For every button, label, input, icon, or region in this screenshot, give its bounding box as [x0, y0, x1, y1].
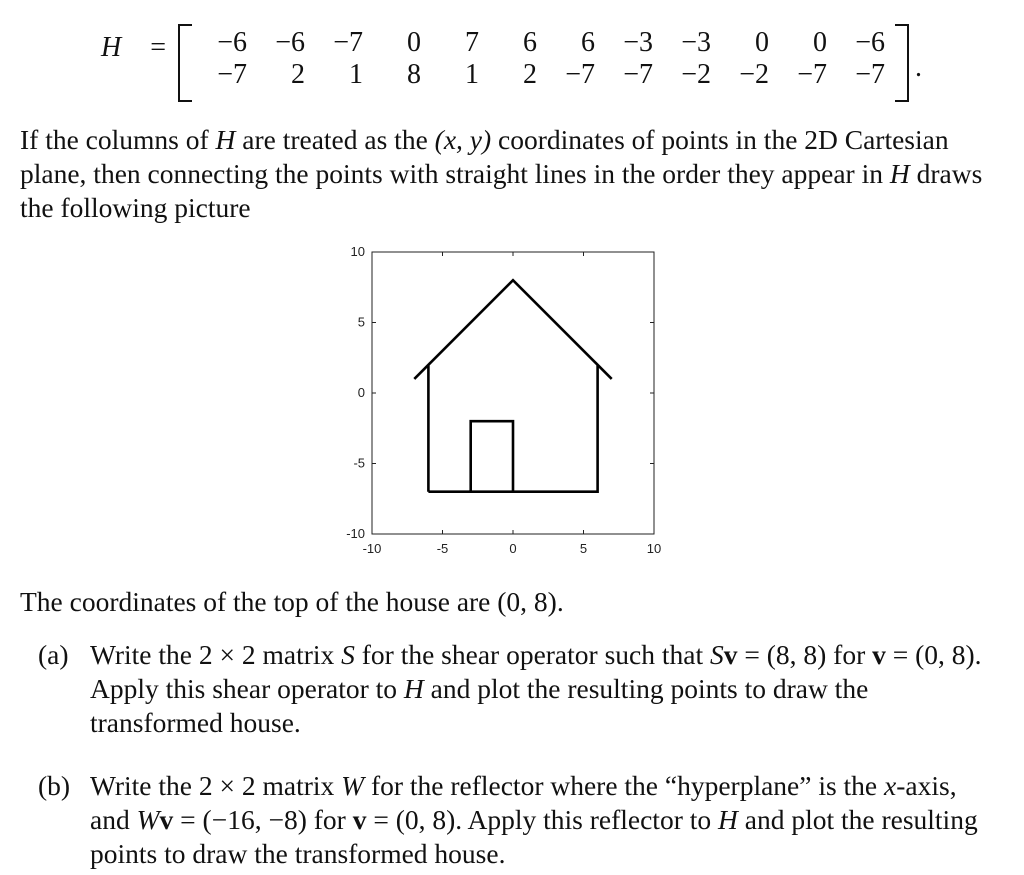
- text-run: are treated as the: [235, 124, 435, 155]
- math-var: W: [136, 804, 160, 835]
- x-tick-label: 5: [579, 541, 588, 556]
- matrix-cell: 0: [755, 27, 769, 58]
- math-var: H: [215, 124, 236, 155]
- x-tick-label: -5: [436, 541, 449, 556]
- y-tick-label: -10: [346, 526, 365, 541]
- text-run: and plot the resulting points to draw the transformed house.: [90, 673, 869, 738]
- math-var: H: [889, 158, 910, 189]
- matrix-cell: −7: [565, 59, 595, 90]
- matrix-cell: 6: [523, 27, 537, 58]
- math-var: x: [884, 770, 897, 801]
- text-run: Write the 2 × 2 matrix: [90, 770, 342, 801]
- part-b-label: (b): [38, 770, 71, 801]
- part-a-text: [90, 638, 998, 740]
- x-tick-label: 0: [509, 541, 517, 556]
- matrix-cell: −7: [217, 59, 247, 90]
- text-run: Write the 2 × 2 matrix: [90, 639, 342, 670]
- part-b: [38, 769, 998, 871]
- text-run: .: [556, 586, 564, 617]
- math-var: S: [709, 639, 724, 670]
- math-var: S: [341, 639, 355, 670]
- part-a: [38, 638, 998, 740]
- equation-period: .: [915, 52, 922, 83]
- text-run: = (0, 8). Apply this reflector to: [366, 804, 718, 835]
- matrix-cell: 0: [407, 27, 421, 58]
- matrix-cell: −6: [217, 27, 247, 58]
- math-var: H: [403, 673, 424, 704]
- part-a-label: (a): [38, 639, 69, 670]
- text-run: for the shear operator such that: [354, 639, 710, 670]
- matrix-cell: 0: [813, 27, 827, 58]
- intro-paragraph: [20, 123, 990, 225]
- text-run: The coordinates of the top of the house are: [20, 586, 498, 617]
- matrix-cell: −2: [739, 59, 769, 90]
- y-tick-label: 0: [357, 385, 365, 400]
- matrix-cell: −2: [681, 59, 711, 90]
- bold-vector: v: [352, 804, 367, 835]
- y-tick-label: -5: [353, 455, 365, 471]
- math-var: H: [718, 804, 738, 835]
- equals-sign: =: [150, 32, 167, 63]
- y-tick-label: 5: [357, 314, 365, 330]
- bold-vector: v: [159, 804, 174, 835]
- matrix-cell: −6: [275, 27, 305, 58]
- matrix-cell: −3: [681, 27, 711, 58]
- matrix-H: [189, 27, 885, 91]
- math-coords: (x, y): [434, 124, 492, 155]
- text-run: coordinates of points in the 2D Cartesian plane, then connecting the points with straight lines in the order they appear in: [20, 124, 949, 189]
- matrix-cell: 8: [407, 59, 421, 90]
- matrix-cell: −6: [855, 27, 885, 58]
- matrix-name: H: [101, 32, 122, 63]
- text-run: -axis, and: [90, 770, 957, 835]
- matrix-row-2: [189, 59, 885, 91]
- part-b-text: [90, 769, 998, 871]
- matrix-equation: [0, 0, 1024, 120]
- x-tick-label: 10: [646, 541, 662, 556]
- equation-lhs: [101, 32, 166, 64]
- matrix-cell: −7: [623, 59, 653, 90]
- right-bracket: [895, 24, 909, 102]
- matrix-cell: 1: [349, 59, 363, 90]
- top-of-house-sentence: [20, 585, 990, 619]
- matrix-cell: −3: [623, 27, 653, 58]
- text-run: = (−16, −8) for: [173, 804, 353, 835]
- bold-vector: v: [872, 639, 886, 670]
- house-outline: [414, 280, 611, 492]
- math-coords: (0, 8): [497, 586, 557, 617]
- matrix-cell: 6: [581, 27, 595, 58]
- matrix-cell: 1: [465, 59, 479, 90]
- math-var: W: [341, 770, 365, 801]
- matrix-cell: 7: [465, 27, 479, 58]
- text-run: If the columns of: [20, 124, 216, 155]
- text-run: = (0, 8). Apply this shear operator to: [90, 639, 982, 704]
- matrix-cell: −7: [855, 59, 885, 90]
- matrix-cell: 2: [291, 59, 305, 90]
- text-run: for the reflector where the “hyperplane” is the: [364, 770, 885, 801]
- text-run: draws the following picture: [20, 158, 983, 223]
- text-run: and plot the resulting points to draw the transformed house.: [90, 804, 978, 869]
- matrix-cell: 2: [523, 59, 537, 90]
- matrix-cell: −7: [797, 59, 827, 90]
- bold-vector: v: [723, 639, 738, 670]
- x-tick-label: -10: [362, 541, 382, 556]
- house-plot: [330, 236, 670, 566]
- matrix-cell: −7: [333, 27, 363, 58]
- matrix-row-1: [189, 27, 885, 59]
- text-run: = (8, 8) for: [737, 639, 873, 670]
- y-tick-label: 10: [350, 244, 365, 259]
